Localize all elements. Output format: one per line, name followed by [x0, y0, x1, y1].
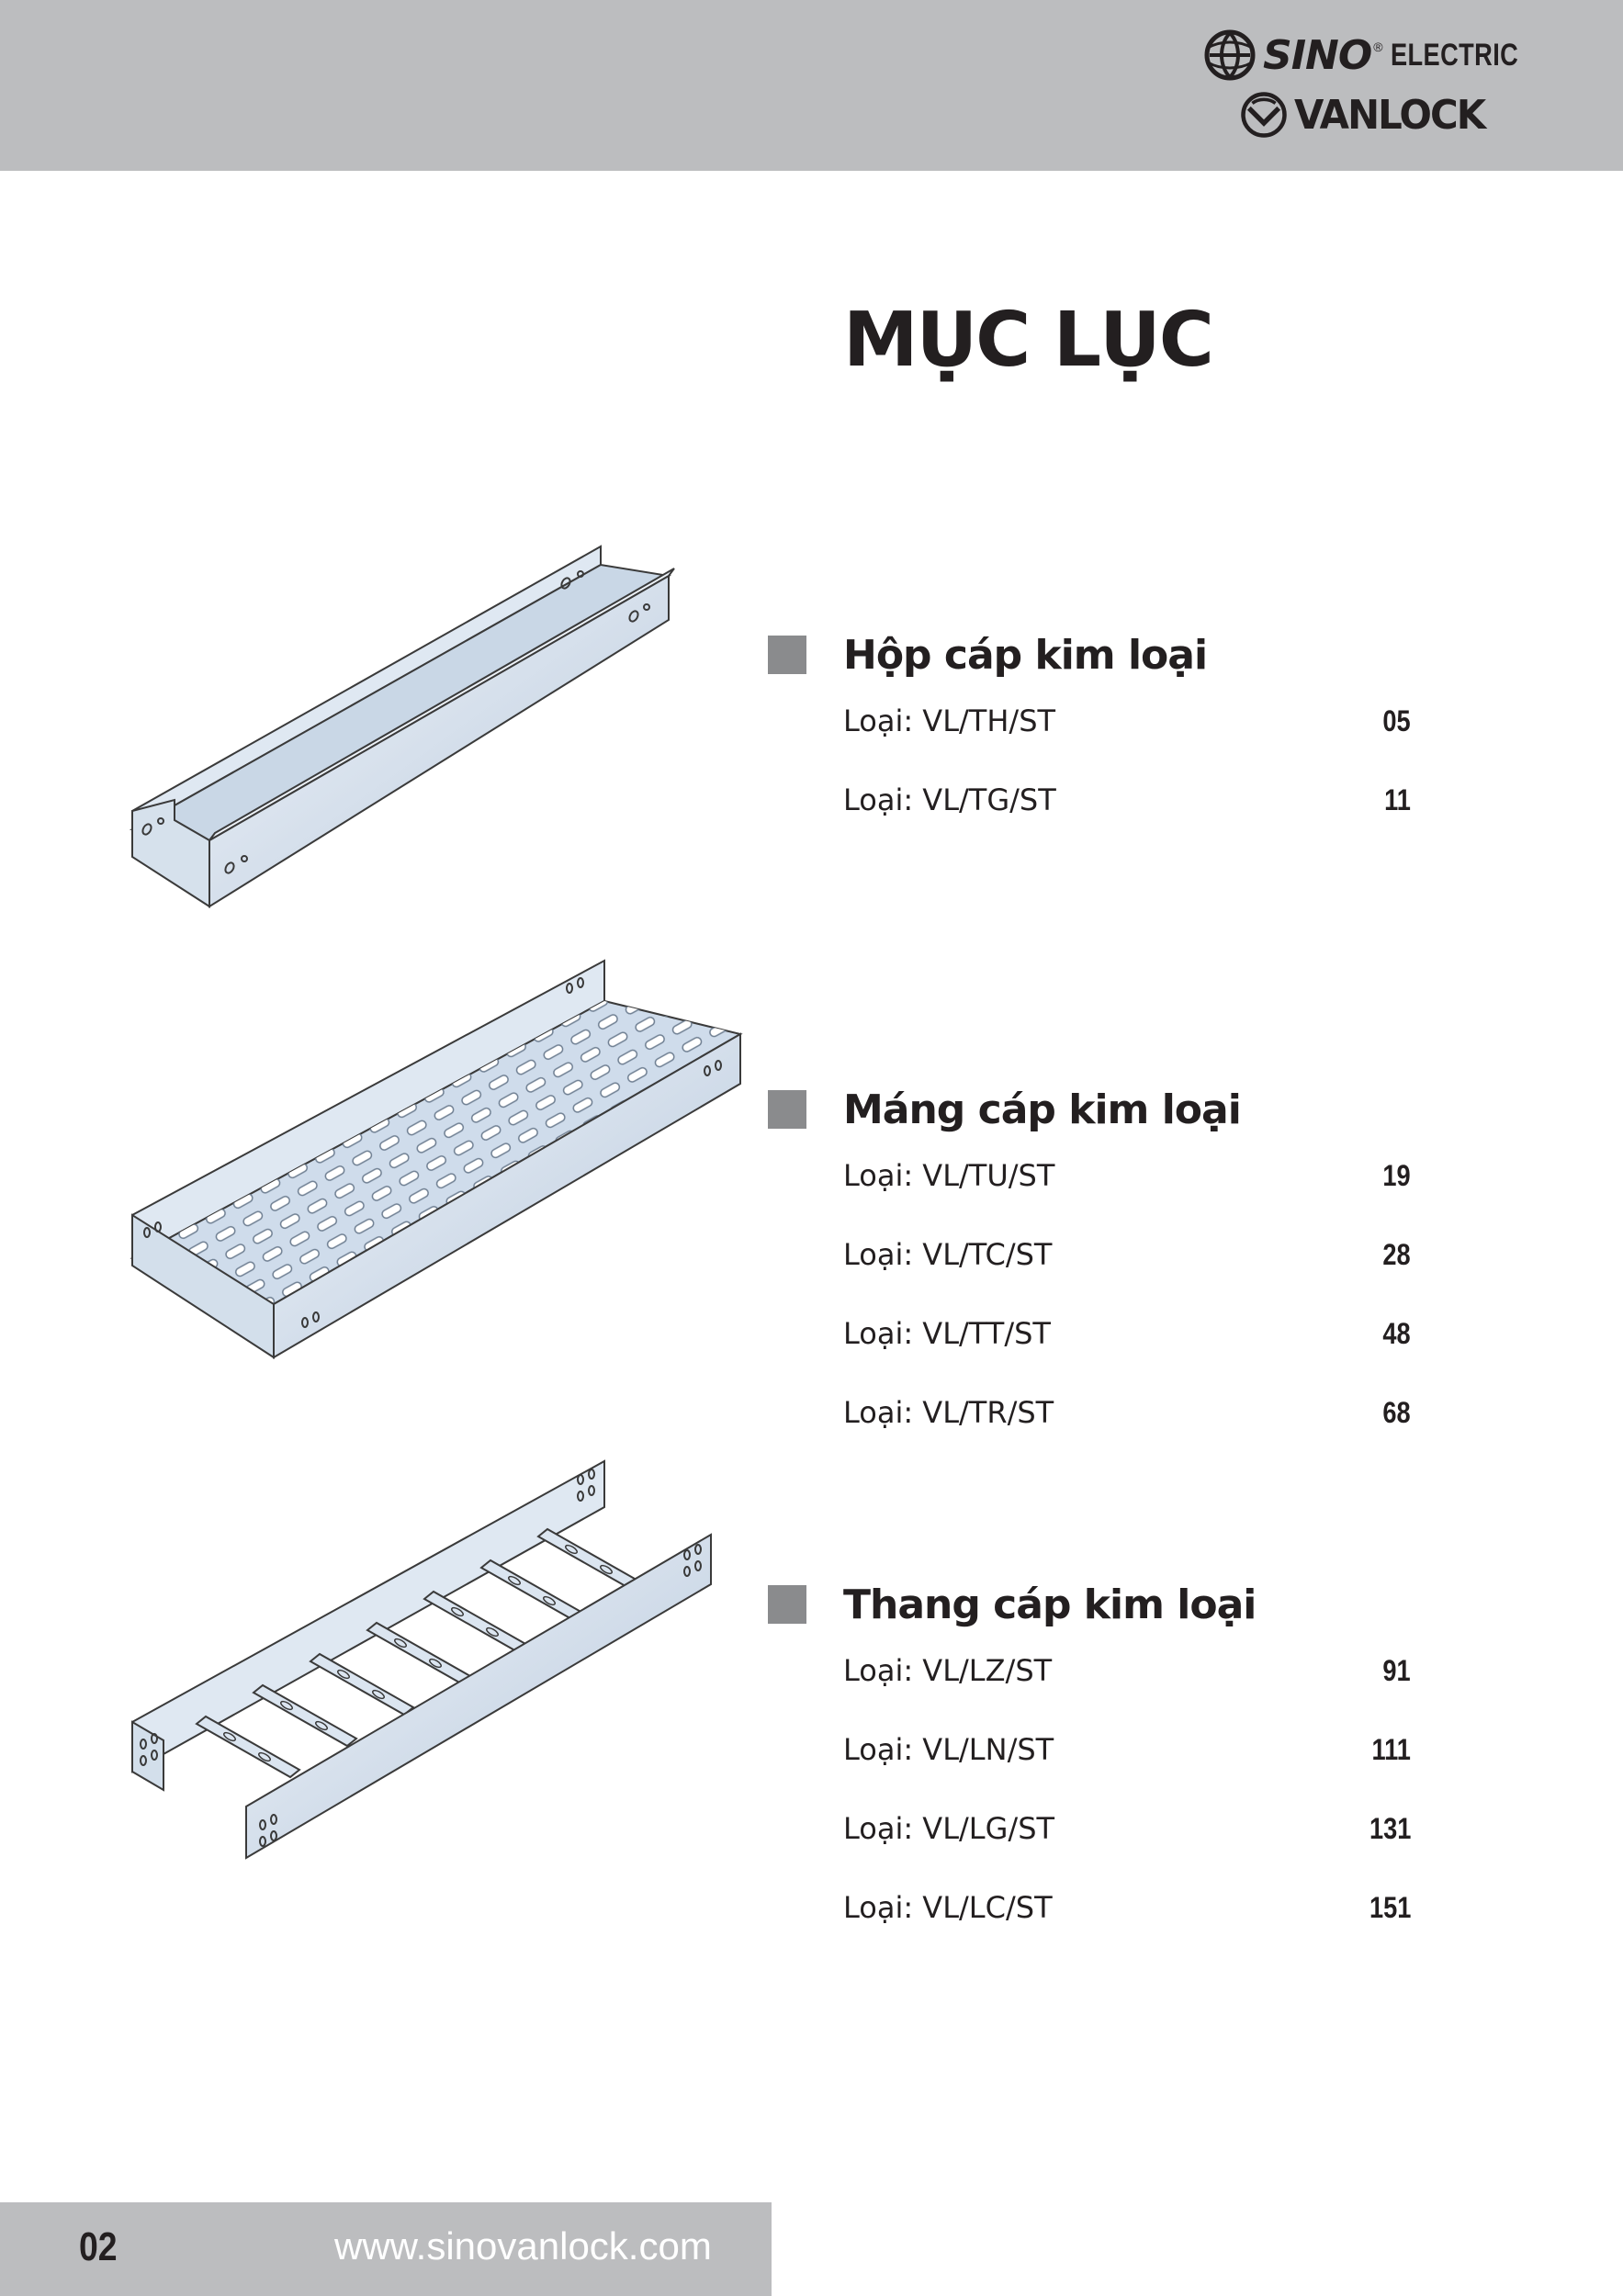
toc-entry-page: 68 [1382, 1396, 1411, 1429]
footer-page-number: 02 [79, 2224, 118, 2269]
section-heading [768, 1082, 1411, 1137]
toc-entry-page: 11 [1384, 783, 1411, 816]
section-marker-square [768, 1585, 806, 1624]
toc-entry[interactable] [843, 1158, 1411, 1193]
toc-entry[interactable] [843, 1237, 1411, 1272]
toc-entry[interactable] [843, 1316, 1411, 1351]
section-title: Máng cáp kim loại [843, 1086, 1241, 1133]
toc-entry-page: 05 [1382, 704, 1411, 737]
toc-entry-page: 28 [1382, 1238, 1411, 1271]
brand-sino-text: SINO [1263, 31, 1372, 79]
cable-trunking-icon [127, 537, 678, 923]
toc-entry-page: 131 [1369, 1812, 1411, 1845]
toc-entry-label: Loại: VL/LN/ST [843, 1732, 1054, 1767]
toc-entry-label: Loại: VL/TU/ST [843, 1158, 1055, 1193]
toc-entry-page: 19 [1382, 1159, 1411, 1192]
toc-entry-label: Loại: VL/TR/ST [843, 1395, 1054, 1430]
registered-mark: ® [1373, 39, 1383, 54]
section-heading [768, 627, 1411, 682]
footer-website-link[interactable]: www.sinovanlock.com [334, 2224, 712, 2268]
toc-entry-label: Loại: VL/LG/ST [843, 1811, 1055, 1846]
toc-entry-label: Loại: VL/TH/ST [843, 703, 1056, 738]
toc-entry-label: Loại: VL/LC/ST [843, 1890, 1053, 1925]
toc-entry[interactable] [843, 782, 1411, 817]
toc-entry-label: Loại: VL/TT/ST [843, 1316, 1051, 1351]
cable-trunking-illustration [127, 537, 678, 923]
toc-entry-label: Loại: VL/LZ/ST [843, 1653, 1053, 1688]
toc-entry-page: 151 [1369, 1891, 1411, 1924]
toc-entry[interactable] [843, 1653, 1411, 1688]
toc-entry-page: 91 [1382, 1654, 1411, 1687]
toc-entry[interactable] [843, 703, 1411, 738]
toc-entry-page: 111 [1371, 1733, 1411, 1766]
perforated-cable-tray-icon [127, 955, 751, 1359]
perforated-cable-tray-illustration [127, 955, 751, 1359]
brand-electric-text: ELECTRIC [1390, 37, 1518, 73]
toc-entry-page: 48 [1382, 1317, 1411, 1350]
brand-logo-sino-row [1202, 28, 1550, 83]
toc-section-mang-cap [768, 1082, 1411, 1430]
toc-section-hop-cap [768, 627, 1411, 817]
page-title: MỤC LỤC [843, 297, 1212, 384]
section-title: Hộp cáp kim loại [843, 631, 1208, 679]
brand-vanlock-text: VANLOCK [1294, 91, 1485, 139]
toc-section-thang-cap [768, 1577, 1411, 1925]
vanlock-mark-icon [1239, 90, 1289, 140]
brand-logo [1202, 28, 1518, 147]
toc-entry-label: Loại: VL/TG/ST [843, 782, 1056, 817]
toc-entry[interactable] [843, 1811, 1411, 1846]
cable-ladder-illustration [127, 1456, 724, 1869]
brand-logo-vanlock-row [1239, 90, 1494, 140]
section-marker-square [768, 636, 806, 674]
section-marker-square [768, 1090, 806, 1129]
section-heading [768, 1577, 1411, 1632]
toc-entry-label: Loại: VL/TC/ST [843, 1237, 1053, 1272]
toc-entry[interactable] [843, 1890, 1411, 1925]
cable-ladder-icon [127, 1456, 724, 1869]
toc-entry[interactable] [843, 1395, 1411, 1430]
sino-globe-icon [1202, 28, 1257, 83]
section-title: Thang cáp kim loại [843, 1581, 1257, 1628]
toc-entry[interactable] [843, 1732, 1411, 1767]
